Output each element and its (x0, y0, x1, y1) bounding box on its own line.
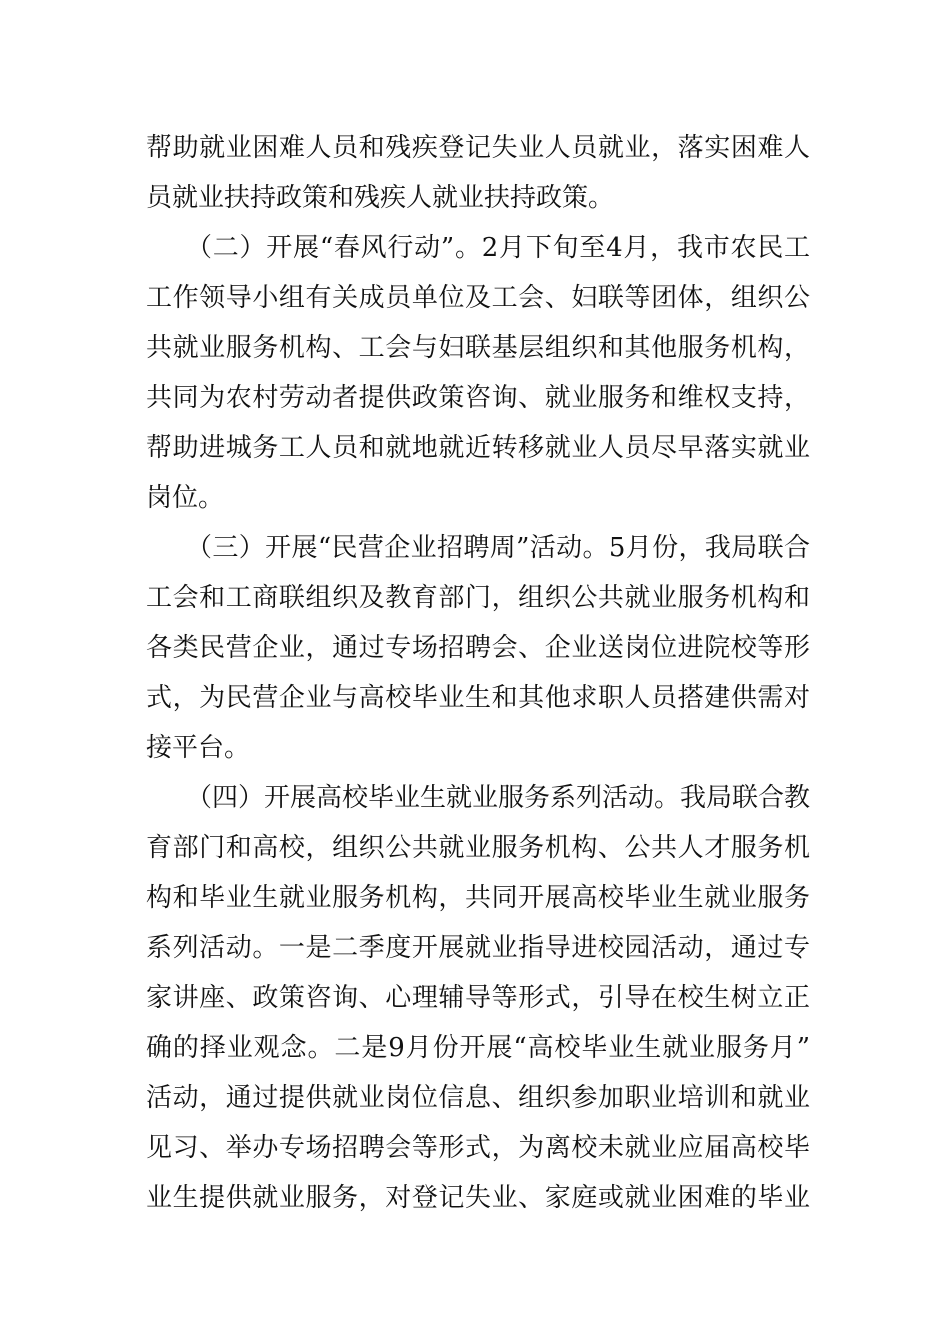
text-line: 工会和工商联组织及教育部门，组织公共就业服务机构和 (146, 583, 810, 613)
text-line: 工作领导小组有关成员单位及工会、妇联等团体，组织公 (146, 283, 810, 313)
text-line: 员就业扶持政策和残疾人就业扶持政策。 (146, 183, 615, 213)
text-line: 帮助就业困难人员和残疾登记失业人员就业，落实困难人 (146, 133, 810, 163)
text-line: 见习、举办专场招聘会等形式，为离校未就业应届高校毕 (146, 1133, 810, 1163)
text-line: 式，为民营企业与高校毕业生和其他求职人员搭建供需对 (146, 683, 810, 713)
text-line: 确的择业观念。二是9月份开展“高校毕业生就业服务月” (146, 1033, 810, 1063)
text-line: 系列活动。一是二季度开展就业指导进校园活动，通过专 (146, 933, 810, 963)
text-line: 各类民营企业，通过专场招聘会、企业送岗位进院校等形 (146, 633, 810, 663)
text-line: 育部门和高校，组织公共就业服务机构、公共人才服务机 (146, 833, 810, 863)
text-line: 共就业服务机构、工会与妇联基层组织和其他服务机构， (146, 333, 810, 363)
text-line: 业生提供就业服务，对登记失业、家庭或就业困难的毕业 (146, 1183, 810, 1213)
text-line: 共同为农村劳动者提供政策咨询、就业服务和维权支持， (146, 383, 810, 413)
text-line: （四）开展高校毕业生就业服务系列活动。我局联合教 (186, 783, 811, 813)
text-line: 帮助进城务工人员和就地就近转移就业人员尽早落实就业 (146, 433, 810, 463)
text-line: 接平台。 (146, 733, 251, 763)
text-line: 活动，通过提供就业岗位信息、组织参加职业培训和就业 (146, 1083, 810, 1113)
text-line: 构和毕业生就业服务机构，共同开展高校毕业生就业服务 (146, 883, 810, 913)
text-line: 岗位。 (146, 483, 225, 513)
text-line: （二）开展“春风行动”。2月下旬至4月，我市农民工 (186, 233, 810, 263)
text-line: （三）开展“民营企业招聘周”活动。5月份，我局联合 (186, 533, 810, 563)
text-line: 家讲座、政策咨询、心理辅导等形式，引导在校生树立正 (146, 983, 810, 1013)
